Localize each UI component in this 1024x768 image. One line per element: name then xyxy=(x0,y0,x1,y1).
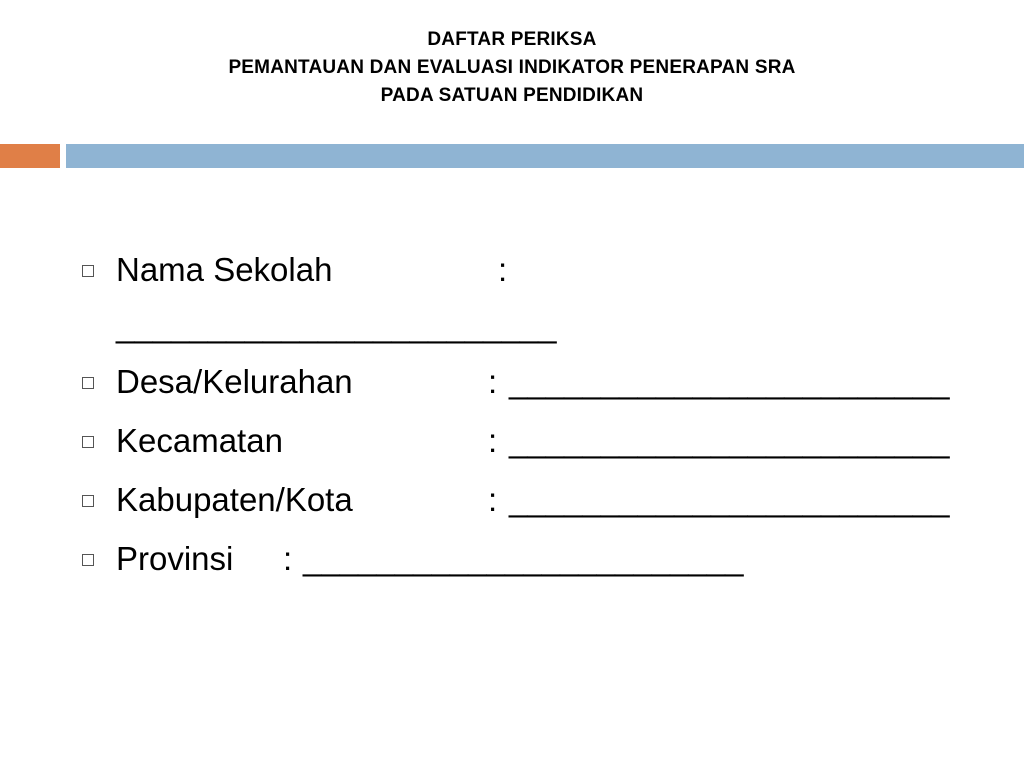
blue-accent-bar xyxy=(66,144,1024,168)
field-blank: ________________________ xyxy=(509,363,950,400)
field-label: Kabupaten/Kota xyxy=(116,481,353,518)
field-separator: : xyxy=(498,251,508,288)
field-blank: ________________________ xyxy=(509,422,950,459)
title-line-3: PADA SATUAN PENDIDIKAN xyxy=(380,85,644,106)
square-bullet-icon xyxy=(82,495,94,507)
field-blank: ________________________ xyxy=(509,481,950,518)
square-bullet-icon xyxy=(82,377,94,389)
square-bullet-icon xyxy=(82,554,94,566)
field-separator: : xyxy=(283,540,293,577)
field-separator: : xyxy=(488,481,498,518)
title-line-1: DAFTAR PERIKSA xyxy=(427,29,597,50)
field-label: Kecamatan xyxy=(116,422,283,459)
field-label: Provinsi xyxy=(116,540,234,577)
field-separator: : xyxy=(488,363,498,400)
field-blank: ________________________ xyxy=(116,307,557,344)
page-title xyxy=(0,26,1024,110)
title-line-2: PEMANTAUAN DAN EVALUASI INDIKATOR PENERAPAN SRA xyxy=(228,57,796,78)
field-label: Desa/Kelurahan xyxy=(116,363,353,400)
field-blank: ________________________ xyxy=(303,540,744,577)
square-bullet-icon xyxy=(82,436,94,448)
field-label: Nama Sekolah xyxy=(116,251,333,288)
field-separator: : xyxy=(488,422,498,459)
square-bullet-icon xyxy=(82,265,94,277)
orange-accent-bar xyxy=(0,144,60,168)
